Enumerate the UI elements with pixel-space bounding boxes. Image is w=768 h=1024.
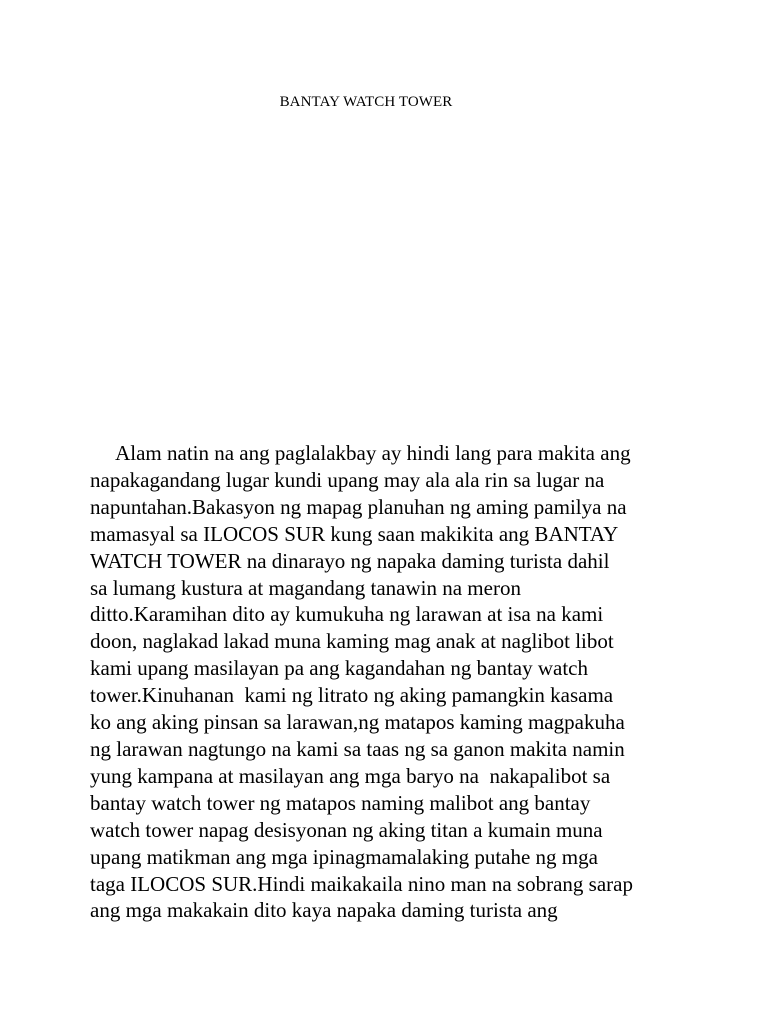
paragraph-line: ang mga makakain dito kaya napaka daming turista ang [90,898,558,923]
paragraph-line: upang matikman ang mga ipinagmamalaking putahe ng mga [90,844,598,869]
paragraph-line: WATCH TOWER na dinarayo ng napaka daming turista dahil [90,548,610,573]
paragraph-line: ko ang aking pinsan sa larawan,ng matapos kaming magpakuha [90,710,625,735]
paragraph-line: ng larawan nagtungo na kami sa taas ng sa ganon makita namin [90,736,625,761]
paragraph-line: napakagandang lugar kundi upang may ala ala rin sa lugar na [90,467,605,492]
paragraph-line: mamasyal sa ILOCOS SUR kung saan makikita ang BANTAY [90,521,619,546]
paragraph-line: napuntahan.Bakasyon ng mapag planuhan ng aming pamilya na [90,494,627,519]
paragraph-line: doon, naglakad lakad muna kaming mag anak at naglibot libot [90,629,614,654]
paragraph-line: watch tower napag desisyonan ng aking titan a kumain muna [90,817,603,842]
body-paragraph [90,440,690,924]
document-title: BANTAY WATCH TOWER [279,94,453,110]
paragraph-line: ditto.Karamihan dito ay kumukuha ng larawan at isa na kami [90,602,604,627]
paragraph-line: tower.Kinuhanan kami ng litrato ng aking pamangkin kasama [90,683,614,708]
paragraph-line: kami upang masilayan pa ang kagandahan ng bantay watch [90,656,588,681]
paragraph-line: taga ILOCOS SUR.Hindi maikakaila nino man na sobrang sarap [90,871,633,896]
paragraph-line: bantay watch tower ng matapos naming malibot ang bantay [90,790,591,815]
paragraph-line: yung kampana at masilayan ang mga baryo na nakapalibot sa [90,763,611,788]
paragraph-line: sa lumang kustura at magandang tanawin na meron [90,575,521,600]
paragraph-line: Alam natin na ang paglalakbay ay hindi lang para makita ang [90,441,631,465]
